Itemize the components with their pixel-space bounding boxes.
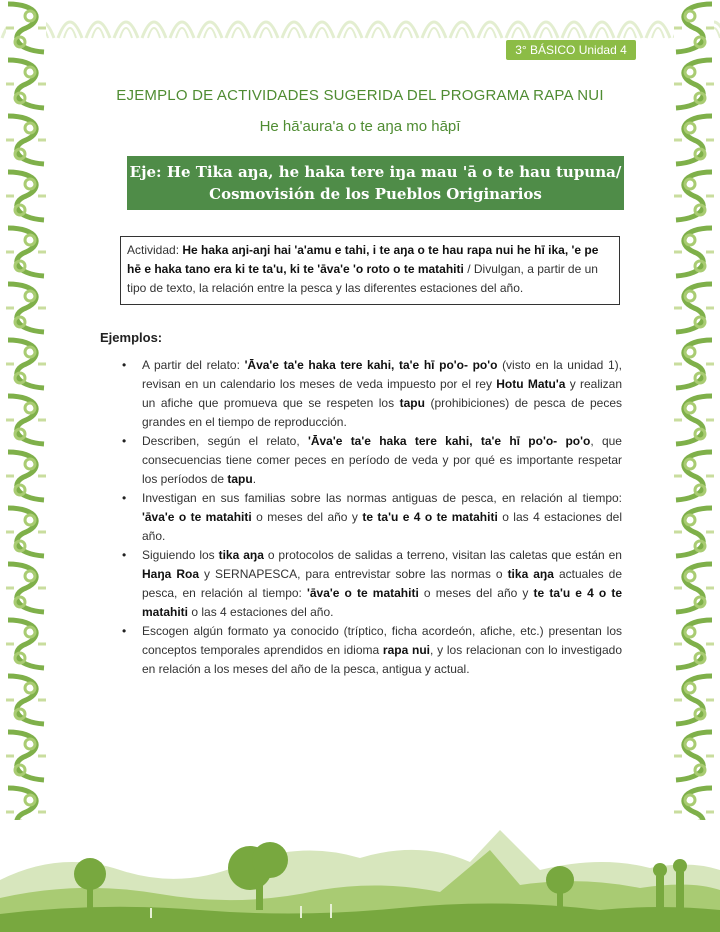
item-text: A partir del relato: [142,358,245,372]
axis-banner-line-2: Cosmovisión de los Pueblos Originarios [209,185,542,203]
item-bold-text: Hotu Matu'a [496,377,566,391]
examples-heading: Ejemplos: [100,330,163,345]
list-item [122,489,622,546]
item-text: Escogen algún formato ya conocido (tríptico, ficha acordeón, afiche, etc.) presentan los conceptos temporales aprendidos en idioma [142,624,622,657]
item-bold-text: Haŋa Roa [142,567,200,581]
item-text: Siguiendo los [142,548,219,562]
grade-unit-badge: 3° BÁSICO Unidad 4 [506,40,636,60]
page-title: EJEMPLO DE ACTIVIDADES SUGERIDA DEL PROGRAMA RAPA NUI [116,87,604,104]
list-item [122,622,622,679]
list-item [122,356,622,432]
activity-box [120,236,620,305]
top-pattern-band [0,0,720,40]
item-text: Investigan en sus familias sobre las normas antiguas de pesca, en relación al tiempo: [142,491,622,505]
item-bold-text: 'Āva'e ta'e haka tere kahi, ta'e hī po'o- po'o [244,358,498,372]
activity-label: Actividad: [127,243,183,257]
page-subtitle: He hā'aura'a o te aŋa mo hāpī [259,118,461,135]
item-text: y SERNAPESCA, para entrevistar sobre las normas o [199,567,508,581]
item-text: o meses del año y [251,510,363,524]
item-bold-text: 'āva'e o te matahiti [307,586,419,600]
item-bold-text: tapu [399,396,425,410]
axis-banner-line-1: Eje: He Tika aŋa, he haka tere iŋa mau 'ā o te hau tupuna/ [129,163,622,181]
activity-description: / Divulgan, a partir de un tipo de texto, la relación entre la pesca y las diferentes estaciones del año. [127,262,598,295]
item-text: Describen, según el relato, [142,434,308,448]
item-text: o meses del año y [418,586,534,600]
activity-bold-text: He haka aŋi-aŋi hai 'a'amu e tahi, i te aŋa o te hau rapa nui he hī ika, 'e pe hē e haka tano era ki te ta'u, ki te 'āva'e 'o roto o te matahiti [127,243,599,276]
item-bold-text: rapa nui [382,643,431,657]
item-text: (visto en la unidad 1), revisan en un calendario los meses de veda impuesto por el rey [142,358,622,391]
list-item [122,546,622,622]
item-text: o protocolos de salidas a terreno, visitan las caletas que están en [263,548,622,562]
item-text: o las 4 estaciones del año. [188,605,334,619]
examples-list [122,356,622,679]
item-bold-text: 'Āva'e ta'e haka tere kahi, ta'e hī po'o- po'o [307,434,591,448]
item-bold-text: te ta'u e 4 o te matahiti [142,586,623,619]
item-bold-text: tika aŋa [218,548,264,562]
item-bold-text: tapu [227,472,253,486]
item-text: y realizan un afiche que promueva que se respeten los [142,377,622,410]
item-bold-text: te ta'u e 4 o te matahiti [362,510,498,524]
item-text: . [252,472,257,486]
axis-banner [127,156,624,210]
item-bold-text: tika aŋa [507,567,554,581]
landscape-silhouette-icon [0,810,720,932]
item-text: , que consecuencias tiene comer peces en período de veda y por qué es importante respetar los períodos de [142,434,622,486]
item-text: , y los relacionan con lo investigado en relación a los meses del año de la pesca, antigua y actual. [142,643,623,676]
item-text: actuales de pesca, en relación al tiempo: [142,567,622,600]
list-item [122,432,622,489]
item-text: (prohibiciones) de pesca de peces grandes en el tiempo de reproducción. [142,396,622,429]
item-text: o las 4 estaciones del año. [142,510,622,543]
item-bold-text: 'āva'e o te matahiti [142,510,252,524]
